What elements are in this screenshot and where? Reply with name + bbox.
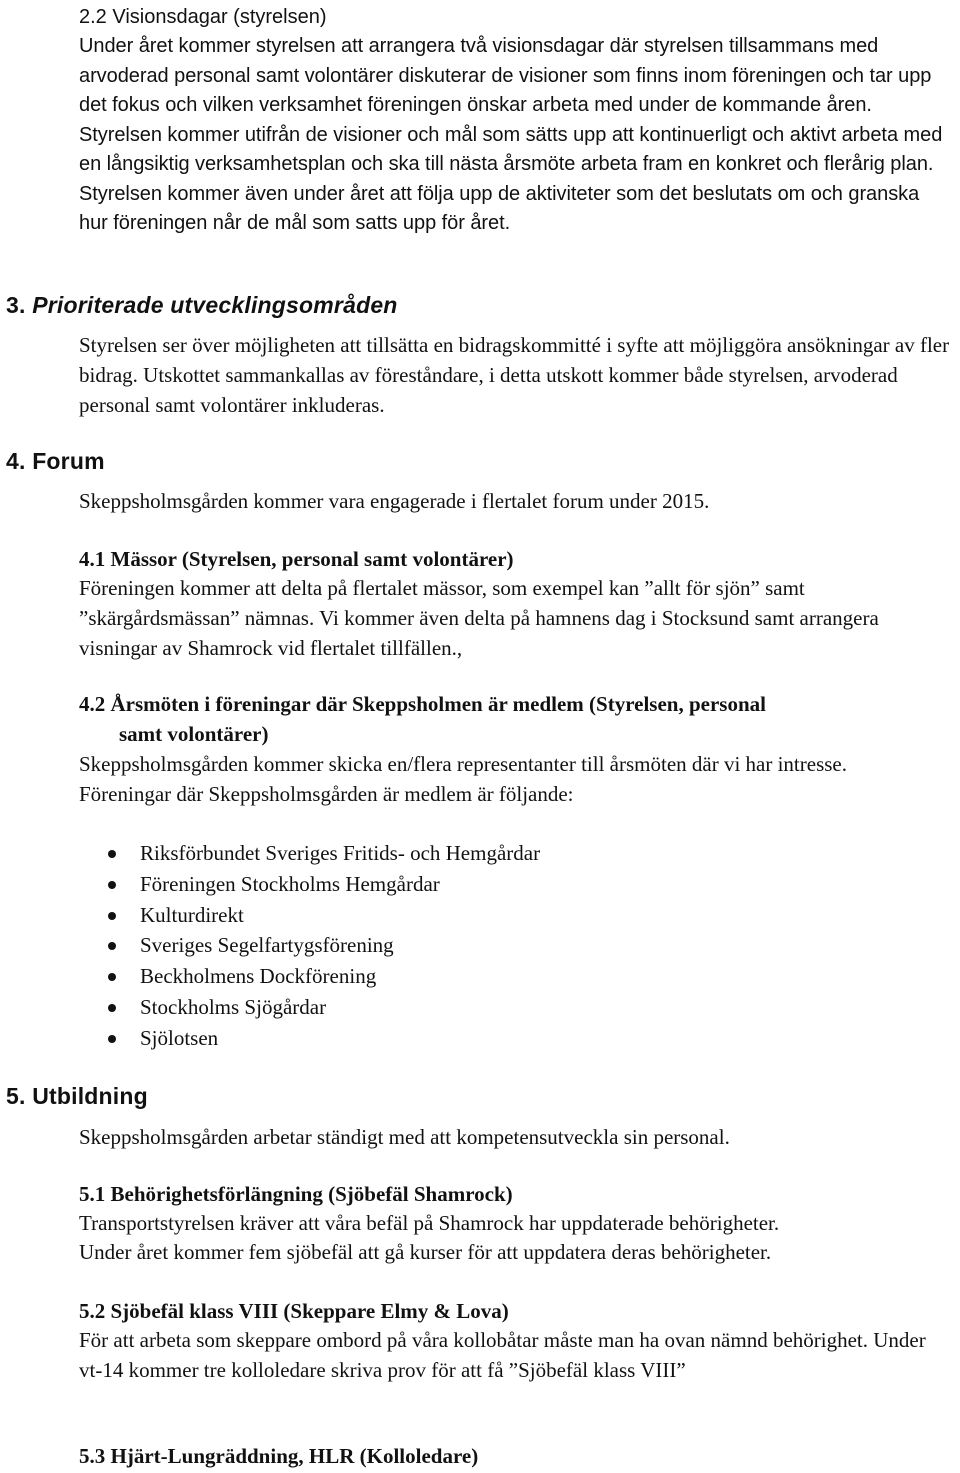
section-3-heading [6,289,398,321]
section-3-body: Styrelsen ser över möjligheten att tillsätta en bidragskommitté i syfte att möjliggöra ansökningar av fler bidrag. Utskottet sammankallas av föreståndare, i detta utskott kommer både styrelsen, arvoderad personal samt volontärer inkluderas. [79,333,950,417]
section-4-number: 4. [6,448,26,474]
section-5-1-line2: Under året kommer fem sjöbefäl att gå kurser för att uppdatera deras behörigheter. [79,1240,772,1264]
section-5-3-heading: 5.3 Hjärt-Lungräddning, HLR (Kolloledare) [79,1444,479,1468]
section-2-2-heading: 2.2 Visionsdagar (styrelsen) [79,6,327,28]
section-4-title: Forum [32,448,105,474]
section-4-heading [6,445,105,477]
section-5-2-body: För att arbeta som skeppare ombord på våra kollobåtar måste man ha ovan nämnd behörighet. Under vt-14 kommer tre kolloledare skriva prov för att få ”Sjöbefäl klass VIII” [79,1328,926,1382]
section-4-2-heading-line2: samt volontärer) [119,722,269,746]
member-list [104,838,540,1054]
section-2-2-body: Under året kommer styrelsen att arrangera två visionsdagar där styrelsen tillsammans med arvoderad personal samt volontärer diskuterar de visioner som finns inom föreningen och tar upp det fokus och vilken verksamhet föreningen önskar arbeta med under de kommande åren. Styrelsen kommer utifrån de visioner och mål som sätts upp att kontinuerligt och aktivt arbeta med en långsiktig verksamhetsplan och ska till nästa årsmöte arbeta fram en konkret och flerårig plan. Styrelsen kommer även under året att följa upp de aktiviteter som det beslutats om och granska hur föreningen når de mål som satts upp för året. [79,35,943,234]
bullet-icon [108,912,116,920]
section-4-1-body: Föreningen kommer att delta på flertalet mässor, som exempel kan ”allt för sjön” samt ”skärgårdsmässan” nämnas. Vi kommer även delta på hamnens dag i Stocksund samt arrangera visningar av Shamrock vid flertalet tillfällen., [79,576,879,660]
list-item: Stockholms Sjögårdar [104,992,540,1023]
list-item: Sveriges Segelfartygsförening [104,930,540,961]
bullet-icon [108,881,116,889]
bullet-icon [108,1035,116,1043]
bullet-icon [108,850,116,858]
list-item: Beckholmens Dockförening [104,961,540,992]
section-5-body: Skeppsholmsgården arbetar ständigt med att kompetensutveckla sin personal. [79,1125,730,1149]
list-item: Kulturdirekt [104,900,540,931]
section-4-1-heading: 4.1 Mässor (Styrelsen, personal samt volontärer) [79,547,514,571]
section-4-body: Skeppsholmsgården kommer vara engagerade i flertalet forum under 2015. [79,489,710,513]
bullet-icon [108,942,116,950]
section-5-1-line1: Transportstyrelsen kräver att våra befäl på Shamrock har uppdaterade behörigheter. [79,1211,780,1235]
list-item: Riksförbundet Sveriges Fritids- och Hemgårdar [104,838,540,869]
section-4-2-heading-line1: 4.2 Årsmöten i föreningar där Skeppsholmen är medlem (Styrelsen, personal [79,692,766,716]
bullet-icon [108,973,116,981]
section-3-number: 3. [6,292,26,318]
section-5-title: Utbildning [32,1083,148,1109]
list-item: Föreningen Stockholms Hemgårdar [104,869,540,900]
section-4-2-body: Skeppsholmsgården kommer skicka en/flera representanter till årsmöten där vi har intresse. Föreningar där Skeppsholmsgården är medlem är följande: [79,752,847,806]
section-5-heading [6,1080,148,1112]
section-5-number: 5. [6,1083,26,1109]
section-5-2-heading: 5.2 Sjöbefäl klass VIII (Skeppare Elmy & Lova) [79,1299,509,1323]
section-5-1-heading: 5.1 Behörighetsförlängning (Sjöbefäl Shamrock) [79,1182,513,1206]
section-3-title: Prioriterade utvecklingsområden [32,292,398,318]
bullet-icon [108,1004,116,1012]
section-4-2-heading [79,689,959,749]
list-item: Sjölotsen [104,1023,540,1054]
